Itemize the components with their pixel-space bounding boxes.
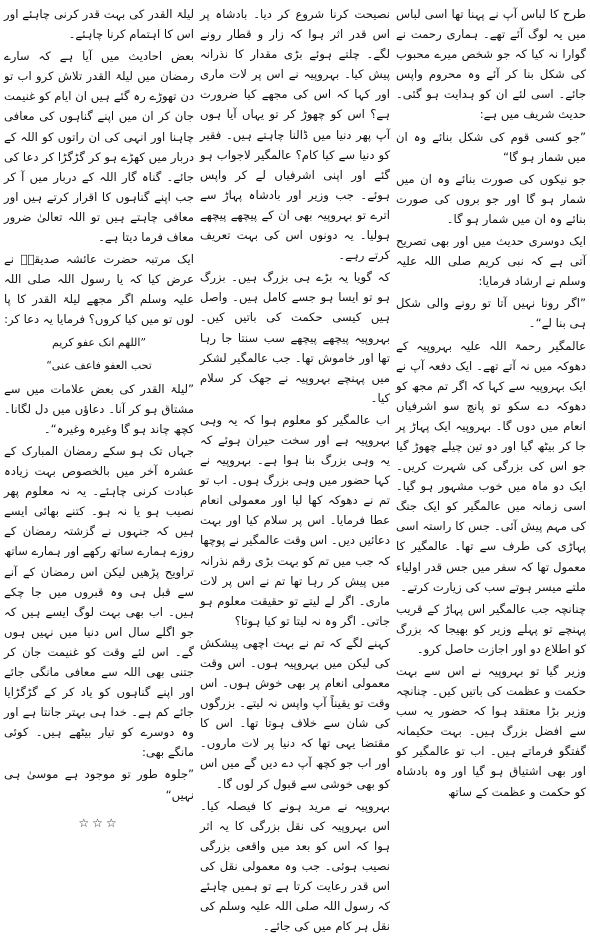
paragraph: ”اگر رونا نہیں آتا تو رونے والی شکل ہی بنا لے“۔ bbox=[396, 296, 586, 331]
column-left bbox=[4, 4, 194, 830]
paragraph: ایک دوسری حدیث میں اور بھی تصریح آتی ہے کہ نبی کریم صلی اللہ علیہ وسلم نے ارشاد فرمایا: bbox=[396, 234, 586, 289]
paragraph: ”لیلۃ القدر کی بعض علامات میں سے مشتاق ہو کر آنا۔ دعاؤں میں دل لگانا۔ کچھ چاند ہو گا وغیرہ وغیرہ“۔ bbox=[4, 381, 194, 436]
paragraph: عالمگیر رحمۃ اللہ علیہ بہروپیہ کے دھوکہ میں نہ آتے تھے۔ ایک دفعہ آپ نے ایک بہروپیہ سے کہا کہ اگر تم مجھ کو دھوکہ دے سکو تو پانچ سو اشرفیاں انعام میں دوں گا۔ بہروپیہ ایک پہاڑ پر جا کر بیٹھ گیا اور دو تین چیلے چھوڑ گیا جو اس کی بزرگی کی شہرت کریں۔ ایک دو ماہ میں خوب مشہور ہو گیا۔ اسی زمانہ میں عالمگیر کو ایک جنگ کی مہم پیش آئی۔ جس کا راستہ اسی پہاڑی کی طرف سے تھا۔ عالمگیر کا معمول تھا کہ سفر میں جس قدر اولیاء ملتے میسر ہوتے سب کی زیارت کرتے۔ bbox=[396, 338, 586, 594]
column-middle bbox=[200, 4, 390, 934]
paragraph: تحب العفو فاعف عنی“ bbox=[46, 358, 152, 372]
paragraph: بعض احادیث میں آیا ہے کہ سارے رمضان میں لیلۃ القدر تلاش کرو اب تو دن تھوڑے رہ گئے ہیں ان ایام کو غنیمت جان کر ان میں اپنے گناہوں کی معافی چاہنا اور انہی کی ان راتوں کو اللہ کے دربار میں کھڑے ہو کر گڑگڑا کر دعا کی جائے۔ گناہ گار اللہ کے دربار میں آ کر جب اپنے گناہوں کا اقرار کرتے ہیں اور معافی چاہتے ہیں تو اللہ تعالیٰ ضرور معاف فرما دیتا ہے۔ bbox=[4, 49, 194, 245]
paragraph: ”اللهم انک عفو کریم bbox=[51, 335, 146, 349]
paragraph: طرح کا لباس آپ نے پہنا تھا اسی لباس میں یہ لوگ آئے تھے۔ ہماری رحمت نے گوارا نہ کیا کہ جو شخص میرے محبوب کی شکل بنا کر آئے وہ محروم واپس جائے۔ اسی لئے ان کو ہدایت ہو گئی۔ حدیث شریف میں ہے: bbox=[396, 7, 586, 122]
paragraph: نصیحت کرنا شروع کر دیا۔ بادشاہ پر اس قدر اثر ہوا کہ زار و قطار رونے لگے۔ چلتے ہوئے بڑی مقدار کا نذرانہ پیش کیا۔ بہروپیہ نے اس پر لات ماری اور کہا کہ اس کی مجھے کیا ضرورت ہے؟ اس کو چھوڑ کر تو یہاں آیا ہوں آپ پھر دنیا میں ڈالنا چاہتے ہیں۔ فقیر کو دنیا سے کیا کام؟ عالمگیر لاجواب ہو گئے اور اپنی اشرفیاں لے کر واپس ہوئے۔ جب وزیر اور بادشاہ پہاڑ سے اترے تو بہروپیہ بھی ان کے پیچھے پیچھے ہولیا۔ یہ دونوں اس کی بہت تعریف کرتے رہے۔ bbox=[200, 7, 390, 263]
paragraph: چنانچہ جب عالمگیر اس پہاڑ کے قریب پہنچے تو پہلے وزیر کو بھیجا کہ بزرگ کو اطلاع دو اور اجازت حاصل کرو۔ bbox=[396, 601, 586, 656]
paragraph: ”جو کسی قوم کی شکل بنائے وہ ان میں شمار ہو گا“ bbox=[396, 129, 586, 164]
paragraph: کہنے لگے کہ تم نے بہت اچھی پیشکش کی لیکن میں بہروپیہ ہوں۔ اس وقت معمولی انعام پر بھی خوش ہوں۔ اس وقت تو یقیناً آپ واپس نہ لیتے۔ بزرگوں کی شان سے خلاف ہوتا تھا۔ اس کا مقتضا یہی تھا کہ دنیا پر لات ماروں۔ اور اب جو کچھ آپ دے دیں گے میں اس کو بھی خوشی سے قبول کر لوں گا۔ bbox=[200, 635, 390, 791]
column-right bbox=[396, 4, 586, 799]
paragraph: وزیر گیا تو بہروپیہ نے اس سے بہت حکمت و عظمت کی باتیں کیں۔ چنانچہ وزیر بڑا معتقد ہوا کہ حضور یہ سب سے افضل بزرگ ہیں۔ بہت حکیمانہ گفتگو فرماتے ہیں۔ اب تو عالمگیر کو اور بھی اشتیاق ہو گیا اور وہ بادشاہ کو حکمت و عظمت کے ساتھ bbox=[396, 664, 586, 799]
paragraph: بہروپیہ نے مرید ہونے کا فیصلہ کیا۔ اس بہروپیہ کی نقل بزرگی کا یہ اثر ہوا کہ اس کو بعد میں واقعی بزرگی نصیب ہوئی۔ جب وہ معمولی نقل کی اس قدر رعایت کرتا ہے تو ہمیں چاہئے کہ رسول اللہ صلی اللہ علیہ وسلم کی نقل ہر کام میں کی جائے۔ bbox=[200, 798, 390, 934]
paragraph: کہ گویا یہ بڑے ہی بزرگ ہیں۔ بزرگ ہو تو ایسا ہو جسے کامل ہیں۔ واصل ہیں کیسی حکمت کی باتیں کیں۔ بہروپیہ پیچھے پیچھے سب سنتا جا رہا تھا اور خاموش تھا۔ جب عالمگیر لشکر میں پہنچے بہروپیہ نے جھک کر سلام کیا۔ bbox=[200, 270, 390, 405]
end-stars: ☆☆☆ bbox=[78, 815, 120, 830]
paragraph: ”جلوہ طور تو موجود ہے موسیٰ ہی نہیں“ bbox=[4, 767, 194, 802]
paragraph: ایک مرتبہ حضرت عائشہ صدیقہؓ نے عرض کیا کہ یا رسول اللہ صلی اللہ علیہ وسلم اگر مجھے لیلۃ القدر کا پا لوں تو میں کیا کروں؟ فرمایا یہ دعا کر: bbox=[4, 252, 194, 327]
paragraph: لیلۃ القدر کی بہت قدر کرنی چاہئے اور اس کا اہتمام کرنا چاہئے۔ bbox=[4, 7, 194, 42]
paragraph: جہاں تک ہو سکے رمضان المبارک کے عشرہ آخر میں بالخصوص بہت زیادہ عبادت کرنی چاہئے۔ یہ نہ معلوم پھر نصیب ہو یا نہ ہو۔ کتنے بھائی ایسے ہیں کہ جنہوں نے گزشتہ رمضان کے روزے ہمارے ساتھ رکھے اور ہمارے ساتھ تراویح پڑھیں لیکن اس رمضان کے آنے سے قبل ہی وہ قبروں میں جا چکے ہیں۔ اب بھی بہت لوگ ایسے ہیں کہ جو اگلے سال اس دنیا میں نہیں ہوں گے۔ اس لئے وقت کو غنیمت جان کر جتنی بھی اللہ سے معافی مانگی جائے اور اپنے گناہوں کو یاد کر کے گڑگڑایا جائے کم ہے۔ خدا ہی بہتر جانتا ہے اور وہ دوسرے کو تیار بیٹھے ہیں۔ کوئی مانگے بھی: bbox=[4, 443, 194, 760]
paragraph: جو نیکوں کی صورت بنائے وہ ان میں شمار ہو گا اور جو بروں کی صورت بنائے وہ ان میں شمار ہو گا۔ bbox=[396, 171, 586, 226]
column-left-body bbox=[4, 4, 194, 805]
paragraph: اب عالمگیر کو معلوم ہوا کہ یہ وہی بہروپیہ ہے اور سخت حیران ہوئے کہ یہ وہی بزرگ بنا ہوا ہے۔ بہروپیہ نے کہا حضور میں وہی بزرگ ہوں۔ اب تو تم نے دھوکہ کھا لیا اور معمولی انعام عطا فرمایا۔ اس پر سلام کیا اور بہت دعائیں دیں۔ اس وقت عالمگیر نے پوچھا کہ جب میں تم کو بہت بڑی رقم نذرانہ میں پیش کر رہا تھا تم نے اس پر لات ماری۔ اگر لے لیتے تو حقیقت معلوم ہو جاتی۔ اگر وہ نہ لیتا تو کیا ہوتا؟ bbox=[200, 412, 390, 628]
